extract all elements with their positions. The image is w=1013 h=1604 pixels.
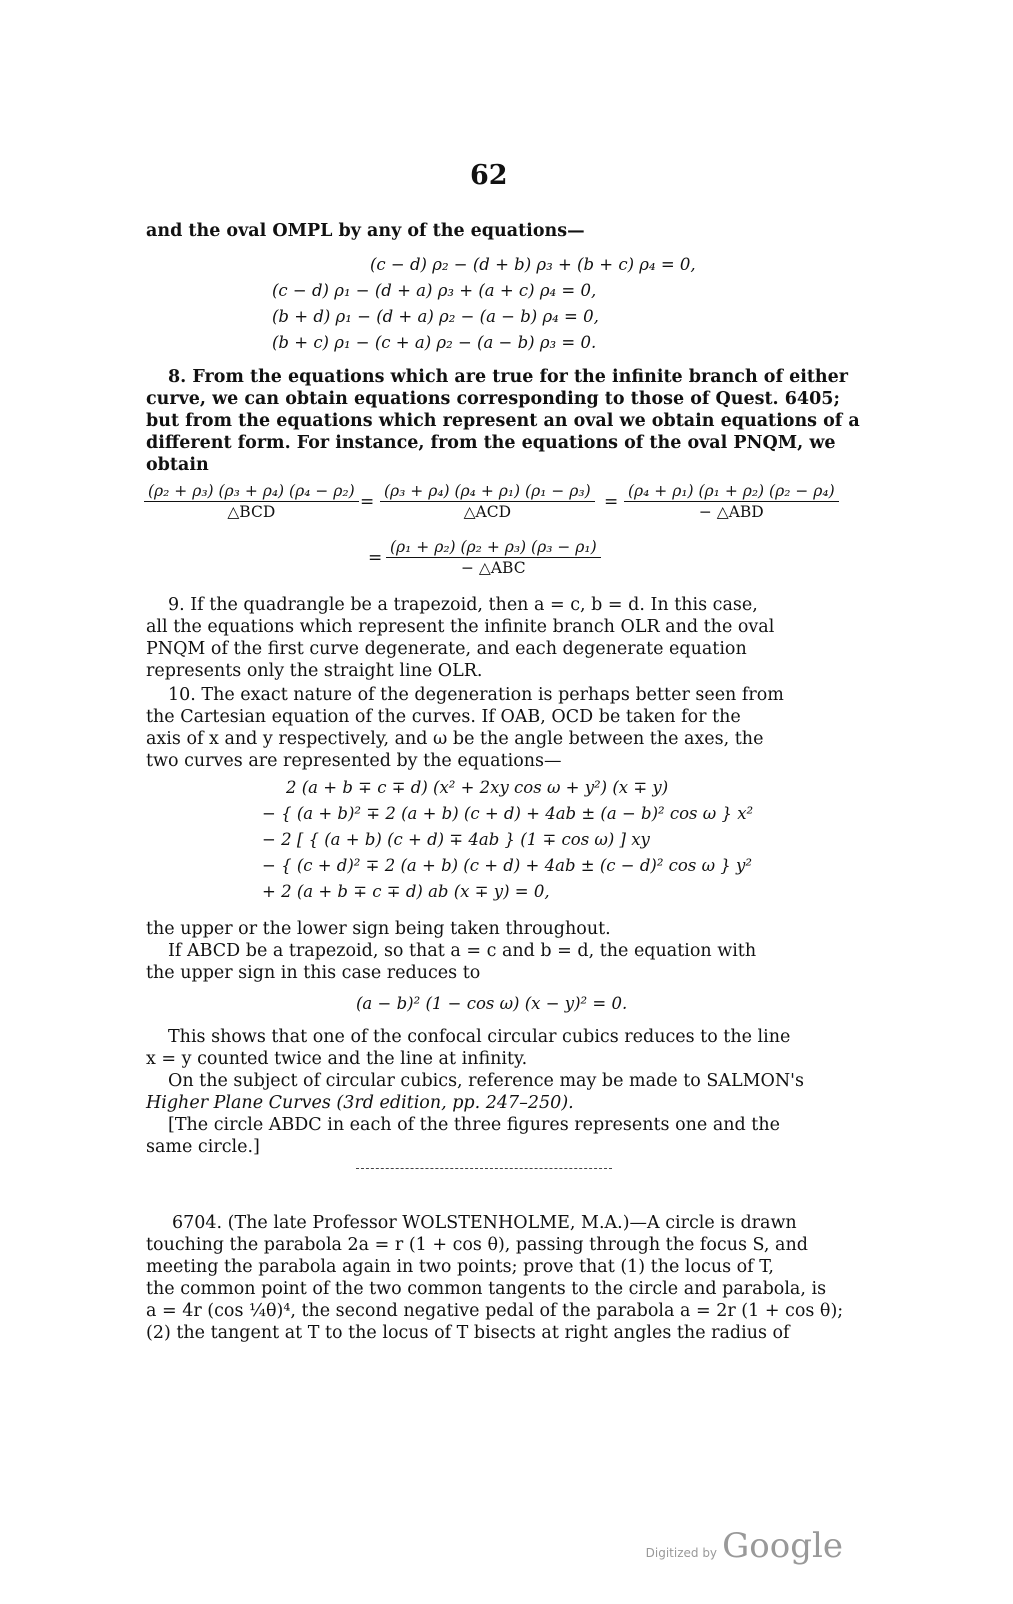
equation-line: (b + c) ρ₁ − (c + a) ρ₂ − (a − b) ρ₃ = 0. (272, 333, 597, 352)
paragraph-9-line: all the equations which represent the infinite branch OLR and the oval (146, 617, 775, 637)
page-number: 62 (470, 160, 508, 191)
text-line: the upper or the lower sign being taken throughout. (146, 919, 611, 939)
intro-line: and the oval OMPL by any of the equations— (146, 221, 585, 241)
paragraph-10-line: two curves are represented by the equations— (146, 751, 562, 771)
equation-line: (b + d) ρ₁ − (d + a) ρ₂ − (a − b) ρ₄ = 0, (272, 307, 599, 326)
text-line: On the subject of circular cubics, reference may be made to SALMON's (168, 1071, 804, 1091)
fraction-numerator: (ρ₄ + ρ₁) (ρ₁ + ρ₂) (ρ₂ − ρ₄) (624, 482, 839, 502)
text-line: the upper sign in this case reduces to (146, 963, 481, 983)
section-divider (356, 1168, 612, 1169)
equation-line: + 2 (a + b ∓ c ∓ d) ab (x ∓ y) = 0, (262, 882, 550, 901)
paragraph-10-line: axis of x and y respectively, and ω be the angle between the axes, the (146, 729, 764, 749)
fraction-numerator: (ρ₂ + ρ₃) (ρ₃ + ρ₄) (ρ₄ − ρ₂) (144, 482, 359, 502)
equation-line: − { (c + d)² ∓ 2 (a + b) (c + d) + 4ab ± (c − d)² cos ω } y² (262, 856, 752, 875)
fraction (624, 482, 839, 521)
question-line: 6704. (The late Professor WOLSTENHOLME, M.A.)—A circle is drawn (172, 1213, 797, 1233)
watermark-logo: Google (722, 1526, 843, 1566)
equation-line: (c − d) ρ₁ − (d + a) ρ₃ + (a + c) ρ₄ = 0, (272, 281, 597, 300)
equation-line: − 2 [ { (a + b) (c + d) ∓ 4ab } (1 ∓ cos ω) ] xy (262, 830, 650, 849)
digitized-watermark (646, 1526, 843, 1566)
equation-line: (a − b)² (1 − cos ω) (x − y)² = 0. (356, 994, 628, 1013)
text-line: x = y counted twice and the line at infinity. (146, 1049, 528, 1069)
paragraph-10-line: the Cartesian equation of the curves. If OAB, OCD be taken for the (146, 707, 741, 727)
fraction-denominator: − △ABD (698, 503, 764, 521)
fraction-numerator: (ρ₁ + ρ₂) (ρ₂ + ρ₃) (ρ₃ − ρ₁) (386, 538, 601, 558)
text-line: If ABCD be a trapezoid, so that a = c and b = d, the equation with (168, 941, 757, 961)
equation-line: 2 (a + b ∓ c ∓ d) (x² + 2xy cos ω + y²) (x ∓ y) (286, 778, 669, 797)
fraction (380, 482, 595, 521)
text-line: Higher Plane Curves (3rd edition, pp. 247–250). (146, 1093, 574, 1113)
paragraph-10-line: 10. The exact nature of the degeneration is perhaps better seen from (168, 685, 784, 705)
paragraph-8-line: obtain (146, 455, 209, 475)
paragraph-8-line: 8. From the equations which are true for the infinite branch of either (168, 367, 849, 387)
question-line: the common point of the two common tangents to the circle and parabola, is (146, 1279, 827, 1299)
fraction (386, 538, 601, 577)
text-line: same circle.] (146, 1137, 260, 1157)
equation-line: (c − d) ρ₂ − (d + b) ρ₃ + (b + c) ρ₄ = 0, (370, 255, 696, 274)
paragraph-9-line: 9. If the quadrangle be a trapezoid, then a = c, b = d. In this case, (168, 595, 758, 615)
fraction (144, 482, 359, 521)
paragraph-9-line: PNQM of the first curve degenerate, and each degenerate equation (146, 639, 747, 659)
fraction-denominator: − △ABC (461, 559, 526, 577)
question-line: a = 4r (cos ¼θ)⁴, the second negative pedal of the parabola a = 2r (1 + cos θ); (146, 1301, 844, 1321)
question-line: touching the parabola 2a = r (1 + cos θ), passing through the focus S, and (146, 1235, 808, 1255)
fraction-numerator: (ρ₃ + ρ₄) (ρ₄ + ρ₁) (ρ₁ − ρ₃) (380, 482, 595, 502)
text-line: This shows that one of the confocal circular cubics reduces to the line (168, 1027, 791, 1047)
paragraph-9-line: represents only the straight line OLR. (146, 661, 483, 681)
question-line: (2) the tangent at T to the locus of T bisects at right angles the radius of (146, 1323, 790, 1343)
equals-sign: = (360, 492, 375, 512)
paragraph-8-line: but from the equations which represent an oval we obtain equations of a (146, 411, 860, 431)
paragraph-8-line: different form. For instance, from the equations of the oval PNQM, we (146, 433, 836, 453)
fraction-denominator: △BCD (227, 503, 276, 521)
equals-sign: = (368, 548, 383, 568)
question-line: meeting the parabola again in two points; prove that (1) the locus of T, (146, 1257, 774, 1277)
fraction-denominator: △ACD (463, 503, 512, 521)
equals-sign: = (604, 492, 619, 512)
paragraph-8-line: curve, we can obtain equations corresponding to those of Quest. 6405; (146, 389, 840, 409)
watermark-small: Digitized by (645, 1546, 718, 1560)
text-line: [The circle ABDC in each of the three figures represents one and the (168, 1115, 780, 1135)
equation-line: − { (a + b)² ∓ 2 (a + b) (c + d) + 4ab ± (a − b)² cos ω } x² (262, 804, 754, 823)
